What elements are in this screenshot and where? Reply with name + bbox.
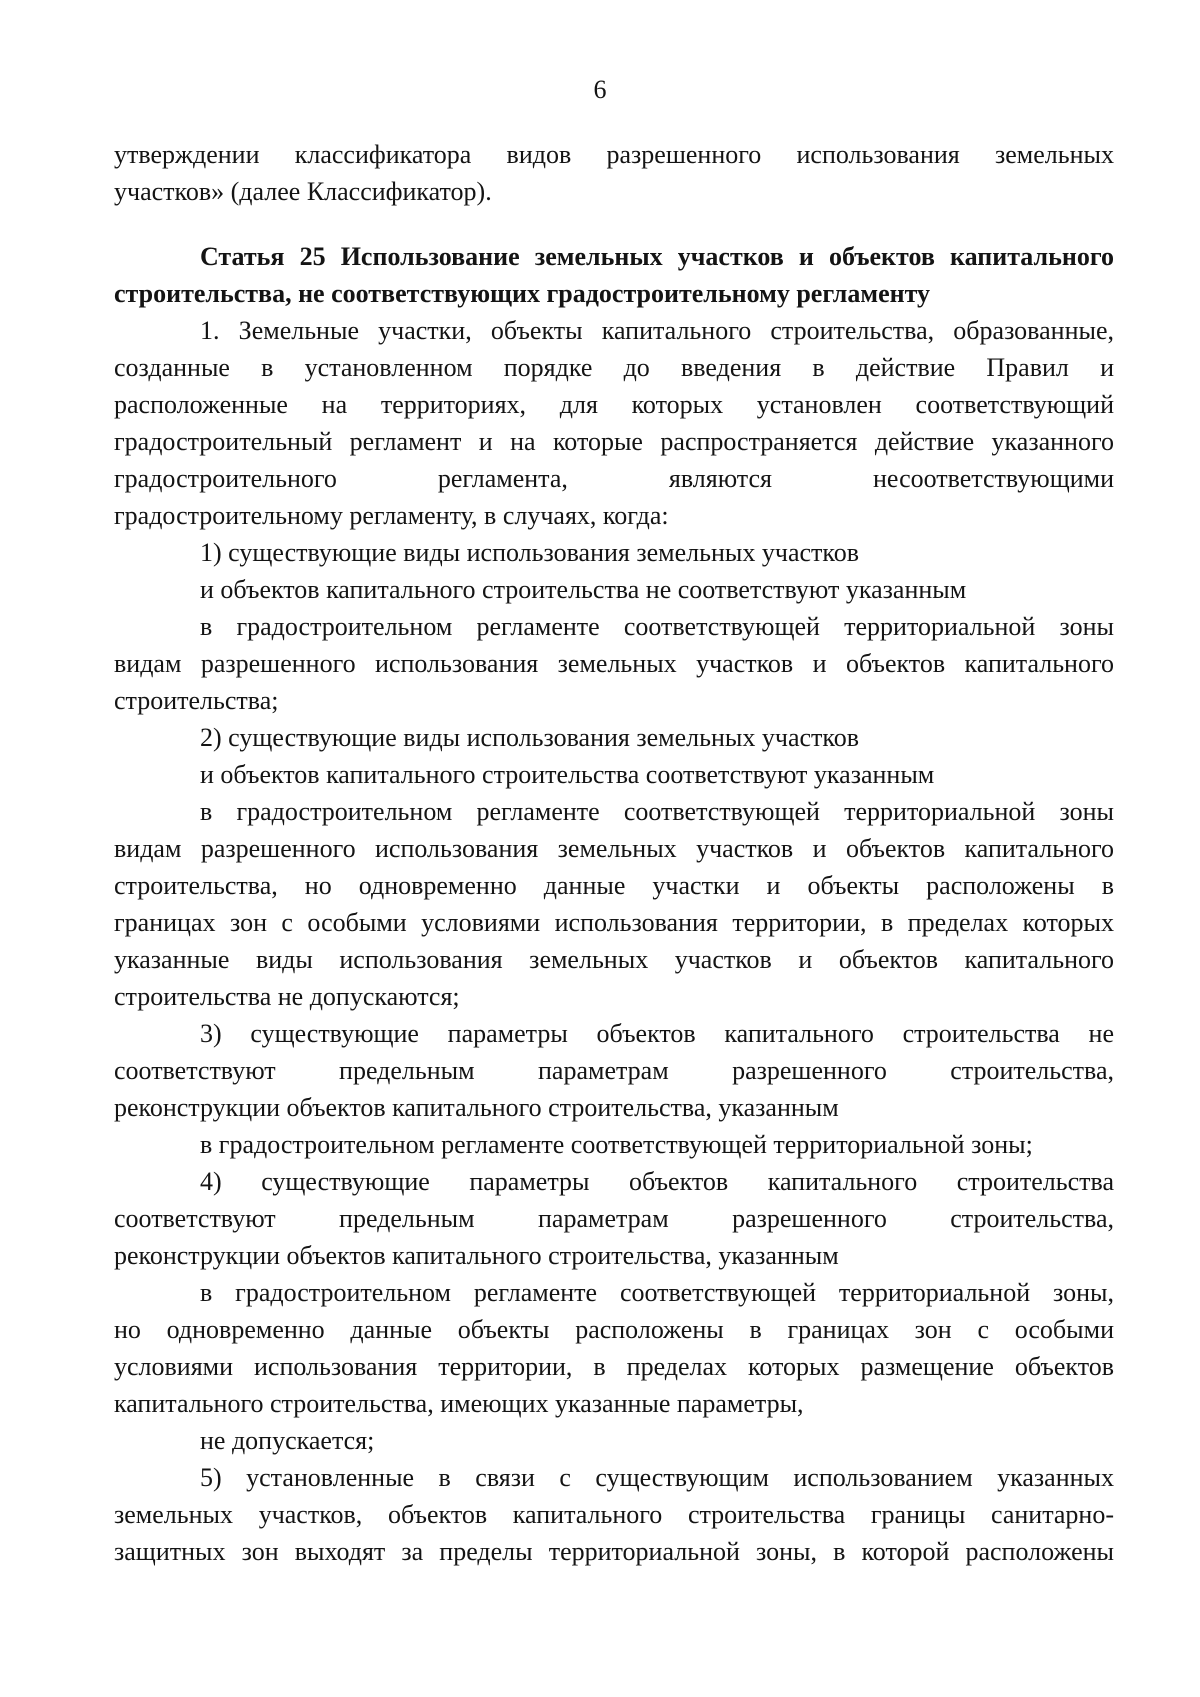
item-line: защитных зон выходят за пределы территориальной зоны, в которой расположены xyxy=(114,1537,1114,1566)
item-line: и объектов капитального строительства соответствуют указанным xyxy=(200,760,935,789)
item-line: 3) существующие параметры объектов капитального строительства не xyxy=(200,1019,1114,1048)
item-line: границах зон с особыми условиями использования территории, в пределах которых xyxy=(114,908,1114,937)
item-line: 1) существующие виды использования земельных участков xyxy=(200,538,860,567)
paragraph-line: созданные в установленном порядке до введения в действие Правил и xyxy=(114,353,1114,382)
item-line: соответствуют предельным параметрам разрешенного строительства, xyxy=(114,1204,1114,1233)
intro-line: утверждении классификатора видов разрешенного использования земельных xyxy=(114,140,1114,169)
page-number: 6 xyxy=(593,75,607,104)
item-line: в градостроительном регламенте соответствующей территориальной зоны, xyxy=(200,1278,1114,1307)
item-line: 4) существующие параметры объектов капитального строительства xyxy=(200,1167,1114,1196)
paragraph-1 xyxy=(114,312,1114,534)
item-line: строительства; xyxy=(114,686,279,715)
item-line: 2) существующие виды использования земельных участков xyxy=(200,723,860,752)
item-line: капитального строительства, имеющих указанные параметры, xyxy=(114,1389,804,1418)
item-line: 5) установленные в связи с существующим использованием указанных xyxy=(200,1463,1114,1492)
paragraph-line: градостроительному регламенту, в случаях, когда: xyxy=(114,501,669,530)
item-line: не допускается; xyxy=(200,1426,375,1455)
item-line: указанные виды использования земельных участков и объектов капитального xyxy=(114,945,1114,974)
paragraph-line: градостроительный регламент и на которые распространяется действие указанного xyxy=(114,427,1114,456)
item-line: и объектов капитального строительства не соответствуют указанным xyxy=(200,575,967,604)
item-line: но одновременно данные объекты расположены в границах зон с особыми xyxy=(114,1315,1114,1344)
document-body xyxy=(114,136,1114,1570)
item-line: строительства, но одновременно данные участки и объекты расположены в xyxy=(114,871,1114,900)
paragraph-line: градостроительного регламента, являются несоответствующими xyxy=(114,464,1114,493)
list-item-2 xyxy=(114,719,1114,1015)
list-item-4 xyxy=(114,1163,1114,1459)
item-line: строительства не допускаются; xyxy=(114,982,460,1011)
item-line: в градостроительном регламенте соответствующей территориальной зоны; xyxy=(200,1130,1033,1159)
item-line: видам разрешенного использования земельных участков и объектов капитального xyxy=(114,649,1114,678)
heading-line: Статья 25 Использование земельных участков и объектов капитального xyxy=(200,242,1114,271)
item-line: в градостроительном регламенте соответствующей территориальной зоны xyxy=(200,612,1114,641)
item-line: земельных участков, объектов капитального строительства границы санитарно- xyxy=(114,1500,1114,1529)
article-heading xyxy=(114,238,1114,312)
item-line: реконструкции объектов капитального строительства, указанным xyxy=(114,1093,839,1122)
item-line: видам разрешенного использования земельных участков и объектов капитального xyxy=(114,834,1114,863)
heading-line: строительства, не соответствующих градостроительному регламенту xyxy=(114,279,931,308)
list-item-3 xyxy=(114,1015,1114,1163)
item-line: соответствуют предельным параметрам разрешенного строительства, xyxy=(114,1056,1114,1085)
item-line: условиями использования территории, в пределах которых размещение объектов xyxy=(114,1352,1114,1381)
intro-line: участков» (далее Классификатор). xyxy=(114,177,492,206)
list-item-1 xyxy=(114,534,1114,719)
item-line: в градостроительном регламенте соответствующей территориальной зоны xyxy=(200,797,1114,826)
item-line: реконструкции объектов капитального строительства, указанным xyxy=(114,1241,839,1270)
list-item-5 xyxy=(114,1459,1114,1570)
paragraph-line: 1. Земельные участки, объекты капитального строительства, образованные, xyxy=(200,316,1114,345)
paragraph-line: расположенные на территориях, для которых установлен соответствующий xyxy=(114,390,1114,419)
